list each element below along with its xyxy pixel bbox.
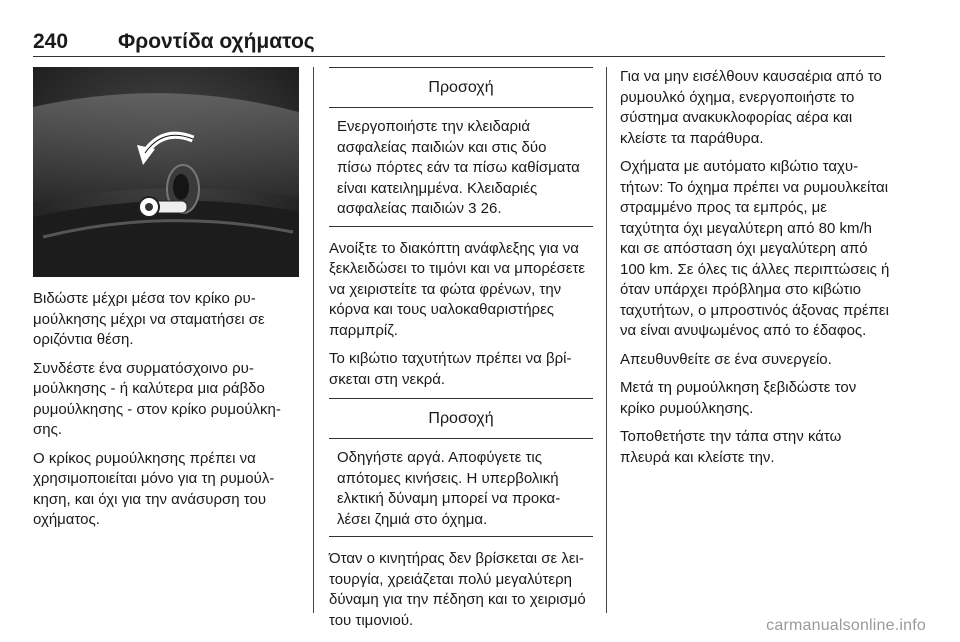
notice-text: Ενεργοποιήστε την κλειδαριά ασφαλείας παιδιών και στις δύο πίσω πόρτες εάν τα πίσω καθίσματα είναι κατειλημμένα. Κλειδαριές ασφαλείας παιδιών: [337, 118, 580, 217]
paragraph: Για να μην εισέλθουν καυσαέρια από το ρυμουλκό όχημα, ενεργοποιήστε το σύστημα ανακυκλοφορίας αέρα και κλείστε τα παράθυρα.: [620, 68, 882, 147]
paragraph: Απευθυνθείτε σε ένα συνεργείο.: [620, 350, 832, 368]
column-divider: [313, 67, 314, 613]
notice-title: Προσοχή: [329, 68, 593, 108]
page-reference: 26.: [476, 200, 502, 217]
notice-body: Οδηγήστε αργά. Αποφύγετε τις απότομες κινήσεις. Η υπερβολική ελκτική δύναμη μπορεί να προκαλέσει ζημιά στο όχημα.: [337, 449, 561, 528]
paragraph: Ο κρίκος ρυμούλκησης πρέπει να χρησιμοποιείται μόνο για τη ρυμούλκηση, και όχι για την ανάσυρση του οχήματος.: [33, 449, 275, 528]
header-divider: [33, 56, 885, 57]
column-left: [33, 67, 299, 539]
towing-eye-figure: [33, 67, 299, 277]
paragraph: Όταν ο κινητήρας δεν βρίσκεται σε λειτουργία, χρειάζεται πολύ μεγαλύτερη δύναμη για την πέδηση και το χειρισμό του τιμονιού.: [329, 550, 586, 629]
page-number: 240: [33, 30, 69, 53]
paragraph: Συνδέστε ένα συρματόσχοινο ρυμούλκησης - ή καλύτερα μια ράβδο ρυμούλκησης - στον κρίκο ρυμούλκησης.: [33, 359, 281, 438]
reference-arrow-icon: 3: [468, 200, 477, 217]
column-right: [620, 67, 890, 476]
caution-notice: [329, 398, 593, 537]
chapter-title: Φροντίδα οχήματος: [118, 30, 315, 53]
paragraph: Τοποθετήστε την τάπα στην κάτω πλευρά και κλείστε την.: [620, 428, 842, 466]
paragraph: Οχήματα με αυτόματο κιβώτιο ταχυτήτων: Το όχημα πρέπει να ρυμουλκείται στραμμένο προς τα εμπρός, με ταχύτητα όχι μεγαλύτερη από 80 km/h και σε απόσταση όχι μεγαλύτερη από 100 km. Σε όλες τις άλλες περιπτώσεις ή όταν υπάρχει πρόβλημα στο κιβώτιο ταχυτήτων, ο μπροστινός άξονας πρέπει να είναι ανυψωμένος από το έδαφος.: [620, 158, 890, 339]
column-middle: [329, 67, 593, 639]
paragraph: Το κιβώτιο ταχυτήτων πρέπει να βρίσκεται στη νεκρά.: [329, 350, 572, 388]
page-header: [33, 30, 885, 56]
notice-title: Προσοχή: [329, 399, 593, 439]
paragraph: Βιδώστε μέχρι μέσα τον κρίκο ρυμούλκησης μέχρι να σταματήσει σε οριζόντια θέση.: [33, 290, 265, 348]
paragraph: Ανοίξτε το διακόπτη ανάφλεξης για να ξεκλειδώσει το τιμόνι και να μπορέσετε να χειριστείτε τα φώτα φρένων, την κόρνα και τους υαλοκαθαριστήρες παρμπρίζ.: [329, 239, 586, 339]
column-divider: [606, 67, 607, 613]
paragraph: Μετά τη ρυμούλκηση ξεβιδώστε τον κρίκο ρυμούλκησης.: [620, 379, 857, 417]
notice-body: [329, 108, 593, 226]
caution-notice: [329, 67, 593, 227]
towing-eye-illustration-icon: [33, 67, 299, 277]
watermark: carmanualsonline.info: [766, 617, 926, 634]
